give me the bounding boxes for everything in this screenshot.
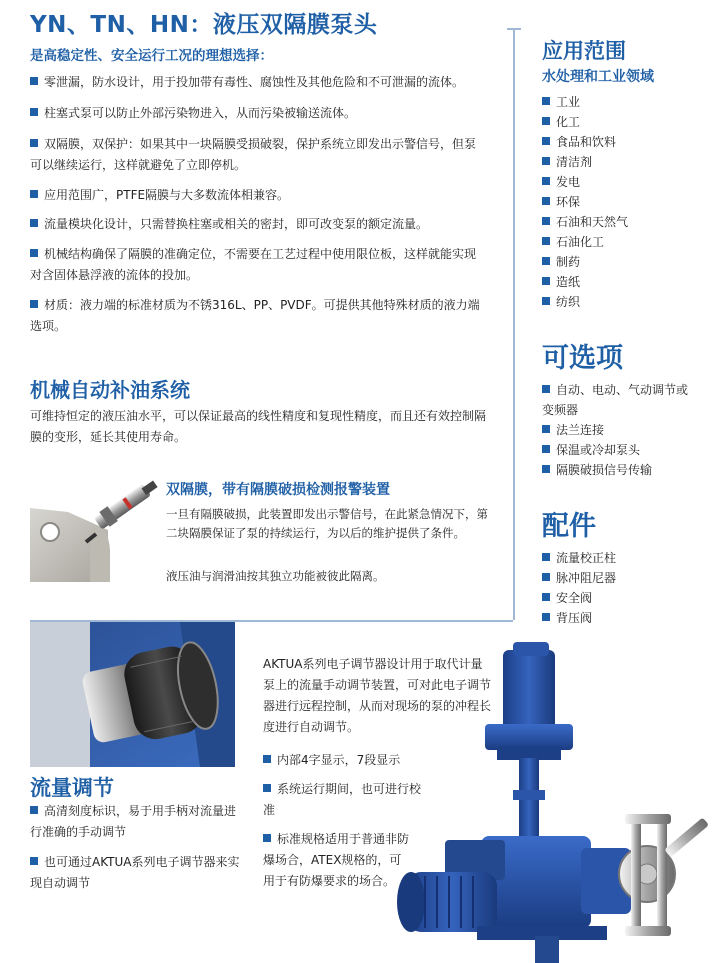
feature-item: 机械结构确保了隔膜的准确定位，不需要在工艺过程中使用限位板，这样就能实现对含固体悬浮液的流体的投加。	[30, 247, 477, 282]
section-title-refill: 机械自动补油系统	[30, 378, 190, 402]
square-bullet-icon	[30, 219, 38, 227]
feature-item: 柱塞式泵可以防止外部污染物进入，从而污染被输送流体。	[30, 103, 485, 124]
square-bullet-icon	[542, 157, 550, 165]
flow-adjuster-photo	[30, 622, 235, 767]
sensor-photo	[30, 470, 160, 582]
list-item: 法兰连接	[542, 420, 692, 440]
aktua-description: AKTUA系列电子调节器设计用于取代计量泵上的流量手动调节装置，可对此电子调节器进行远程控制，从而对现场的泵的冲程长度进行自动调节。	[263, 657, 492, 734]
list-item: 也可通过AKTUA系列电子调节器来实现自动调节	[30, 855, 240, 890]
feature-item: 流量模块化设计，只需替换柱塞或相关的密封，即可改变泵的额定流量。	[30, 214, 485, 235]
square-bullet-icon	[263, 834, 271, 842]
section-text-oil-separation: 液压油与润滑油按其独立功能被彼此隔离。	[166, 569, 385, 583]
accessories-title: 配件	[542, 511, 596, 542]
feature-item: 材质：液力端的标准材质为不锈316L、PP、PVDF。可提供其他特殊材质的液力端选项。	[30, 298, 480, 333]
square-bullet-icon	[542, 385, 550, 393]
pump-illustration	[385, 640, 719, 963]
list-item: 化工	[542, 112, 628, 132]
sensor-illustration	[30, 470, 160, 582]
square-bullet-icon	[542, 257, 550, 265]
square-bullet-icon	[542, 117, 550, 125]
list-item: 流量校正柱	[542, 548, 616, 568]
section-text-double-diaphragm: 一旦有隔膜破损，此装置即发出示警信号，在此紧急情况下，第二块隔膜保证了泵的持续运行，为以后的维护提供了条件。	[166, 507, 488, 540]
square-bullet-icon	[30, 108, 38, 116]
accessories-list	[542, 548, 616, 628]
feature-item: 双隔膜，双保护：如果其中一块隔膜受损破裂，保护系统立即发出示警信号，但泵可以继续运行，这样就避免了立即停机。	[30, 137, 477, 172]
square-bullet-icon	[542, 445, 550, 453]
list-item: 石油化工	[542, 232, 628, 252]
list-item: 造纸	[542, 272, 628, 292]
list-item: 标准规格适用于普通非防爆场合，ATEX规格的，可用于有防爆要求的场合。	[263, 832, 410, 888]
square-bullet-icon	[542, 297, 550, 305]
list-item: 纺织	[542, 292, 628, 312]
square-bullet-icon	[542, 97, 550, 105]
options-list	[542, 380, 692, 480]
list-item: 内部4字显示，7段显示	[263, 750, 423, 771]
square-bullet-icon	[542, 217, 550, 225]
square-bullet-icon	[542, 277, 550, 285]
square-bullet-icon	[30, 300, 38, 308]
section-text-refill: 可维持恒定的液压油水平，可以保证最高的线性精度和复现性精度，而且还有效控制隔膜的变形，延长其使用寿命。	[30, 409, 487, 444]
page-title: YN、TN、HN：液压双隔膜泵头	[30, 12, 378, 38]
list-item: 石油和天然气	[542, 212, 628, 232]
square-bullet-icon	[542, 553, 550, 561]
square-bullet-icon	[30, 77, 38, 85]
list-item: 工业	[542, 92, 628, 112]
square-bullet-icon	[542, 137, 550, 145]
page-subtitle: 是高稳定性、安全运行工况的理想选择：	[30, 48, 273, 64]
list-item: 食品和饮料	[542, 132, 628, 152]
list-item: 制药	[542, 252, 628, 272]
square-bullet-icon	[263, 755, 271, 763]
list-item: 发电	[542, 172, 628, 192]
list-item: 环保	[542, 192, 628, 212]
list-item: 脉冲阻尼器	[542, 568, 616, 588]
list-item: 背压阀	[542, 608, 616, 628]
square-bullet-icon	[30, 190, 38, 198]
square-bullet-icon	[542, 573, 550, 581]
list-item: 清洁剂	[542, 152, 628, 172]
square-bullet-icon	[30, 139, 38, 147]
square-bullet-icon	[30, 857, 38, 865]
list-item: 隔膜破损信号传输	[542, 460, 692, 480]
flow-list	[30, 801, 240, 903]
square-bullet-icon	[30, 249, 38, 257]
square-bullet-icon	[542, 425, 550, 433]
pump-photo	[385, 640, 719, 963]
square-bullet-icon	[542, 593, 550, 601]
square-bullet-icon	[542, 197, 550, 205]
section-title-double-diaphragm: 双隔膜，带有隔膜破损检测报警装置	[166, 482, 390, 498]
list-item: 安全阀	[542, 588, 616, 608]
square-bullet-icon	[542, 237, 550, 245]
feature-item: 应用范围广，PTFE隔膜与大多数流体相兼容。	[30, 185, 485, 206]
list-item: 高清刻度标识，易于用手柄对流量进行准确的手动调节	[30, 804, 237, 839]
list-item: 系统运行期间，也可进行校准	[263, 782, 422, 817]
list-item: 自动、电动、气动调节或变频器	[542, 383, 689, 417]
flow-adjuster-illustration	[30, 622, 235, 767]
square-bullet-icon	[542, 465, 550, 473]
applications-subtitle: 水处理和工业领域	[542, 69, 654, 85]
feature-item: 零泄漏，防水设计，用于投加带有毒性、腐蚀性及其他危险和不可泄漏的流体。	[30, 72, 485, 93]
applications-list	[542, 92, 628, 312]
options-title: 可选项	[542, 343, 623, 374]
square-bullet-icon	[263, 784, 271, 792]
square-bullet-icon	[30, 806, 38, 814]
square-bullet-icon	[542, 177, 550, 185]
list-item: 保温或冷却泵头	[542, 440, 692, 460]
flow-title: 流量调节	[30, 776, 114, 800]
column-divider	[513, 28, 515, 620]
applications-title: 应用范围	[542, 39, 626, 63]
square-bullet-icon	[542, 613, 550, 621]
